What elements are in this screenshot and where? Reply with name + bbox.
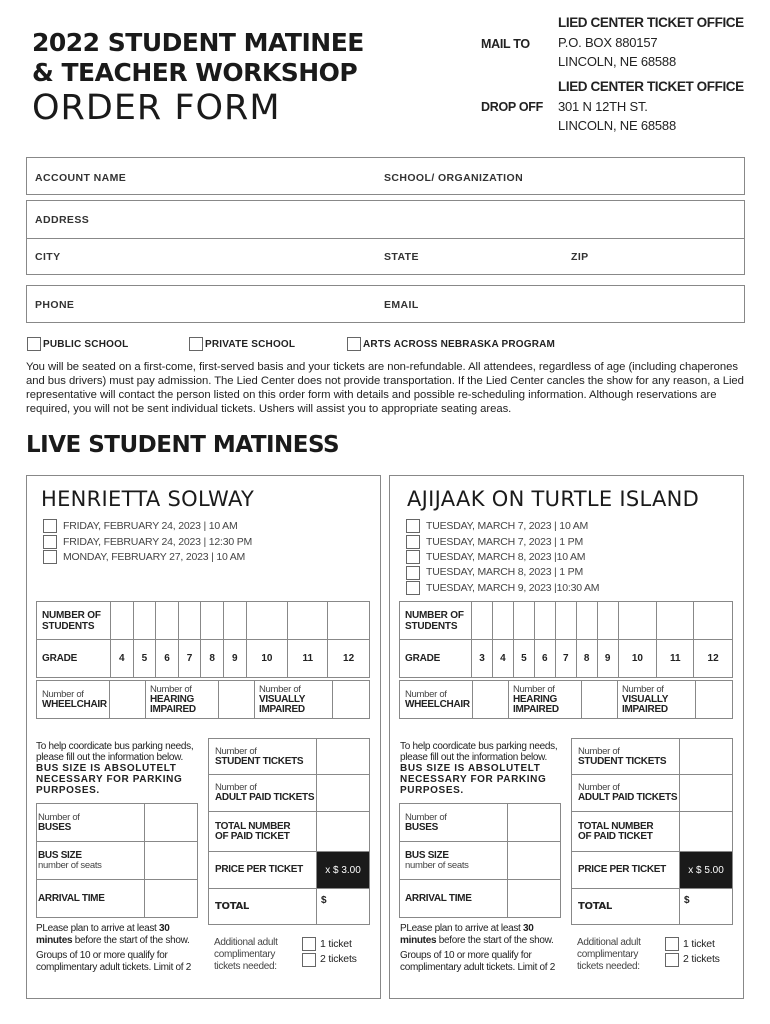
date-label: TUESDAY, MARCH 7, 2023 | 1 PM (426, 536, 584, 548)
grade-number: 9 (223, 640, 246, 678)
number-of-small: Number of (215, 745, 257, 757)
student-count-input[interactable] (178, 602, 201, 640)
date-checkbox[interactable] (43, 519, 57, 533)
grade-label: GRADE (400, 640, 472, 678)
number-of-small: Number of (622, 683, 664, 695)
student-tickets-input[interactable] (680, 739, 733, 775)
arrival-time-label: ARRIVAL TIME (38, 892, 105, 904)
arts-nebraska-label: ARTS ACROSS NEBRASKA PROGRAM (363, 339, 556, 350)
bus-warning: BUS SIZE IS ABSOLUTELT NECESSARY FOR PARKING PURPOSES. (400, 763, 547, 796)
student-count-input[interactable] (513, 602, 534, 640)
grade-number: 5 (133, 640, 156, 678)
one-ticket-label: 1 ticket (683, 938, 715, 950)
arrive-note-b: 30 minutes (400, 923, 534, 946)
bus-size-input[interactable] (145, 842, 198, 880)
mail-office: LIED CENTER TICKET OFFICE (558, 15, 744, 30)
grade-number: 3 (472, 640, 493, 678)
student-count-input[interactable] (133, 602, 156, 640)
one-ticket-checkbox[interactable] (302, 937, 316, 951)
accessibility-table (36, 680, 370, 719)
student-count-input[interactable] (492, 602, 513, 640)
student-tickets-label: STUDENT TICKETS (215, 755, 304, 767)
impaired-label: IMPAIRED (513, 703, 559, 715)
number-of-small: Number of (513, 683, 555, 695)
date-checkbox[interactable] (406, 581, 420, 595)
bus-intro (36, 741, 206, 796)
grade-number: 8 (201, 640, 224, 678)
private-school-label: PRIVATE SCHOOL (205, 339, 296, 350)
additional-adult-note: Additional adult complimentary tickets needed: (214, 937, 278, 972)
number-of-seats-label: number of seats (38, 859, 102, 871)
grade-number: 11 (288, 640, 328, 678)
two-tickets-label: 2 tickets (320, 953, 357, 965)
hearing-input[interactable] (582, 681, 618, 719)
arrival-time-input[interactable] (508, 880, 561, 918)
visually-input[interactable] (696, 681, 733, 719)
title-line-1: 2022 STUDENT MATINEE (32, 28, 364, 57)
number-of-seats-label: number of seats (405, 859, 469, 871)
adult-tickets-label: ADULT PAID TICKETS (215, 792, 315, 803)
visually-label: VISUALLY (622, 693, 669, 705)
groups-note: Groups of 10 or more qualify for complimentary adult tickets. Limit of 2 (400, 950, 556, 973)
date-label: FRIDAY, FEBRUARY 24, 2023 | 10 AM (63, 520, 238, 532)
arrival-time-input[interactable] (145, 880, 198, 918)
total-number-label: TOTAL NUMBER (215, 820, 291, 832)
number-of-small: Number of (405, 688, 447, 700)
number-of-small: Number of (150, 683, 192, 695)
arts-nebraska-checkbox[interactable] (347, 337, 361, 351)
drop-addr-2: LINCOLN, NE 68588 (558, 118, 676, 133)
bus-size-label: BUS SIZE (38, 849, 82, 861)
title-line-2: & TEACHER WORKSHOP (32, 58, 358, 87)
grade-table (36, 601, 370, 678)
grade-label: GRADE (37, 640, 111, 678)
public-school-label: PUBLIC SCHOOL (43, 339, 129, 350)
visually-input[interactable] (333, 681, 370, 719)
date-label: FRIDAY, FEBRUARY 24, 2023 | 12:30 PM (63, 536, 253, 548)
ticket-table (208, 738, 370, 925)
student-count-input[interactable] (246, 602, 288, 640)
grade-number: 7 (555, 640, 576, 678)
bus-intro-text: To help coordicate bus parking needs, please fill out the information below. (36, 741, 194, 763)
number-of-small: Number of (578, 745, 620, 757)
arrive-note-a: PLease plan to arrive at least (36, 923, 160, 934)
ticket-table (571, 738, 733, 925)
visually-label: VISUALLY (259, 693, 306, 705)
one-ticket-label: 1 ticket (320, 938, 352, 950)
phone-field[interactable]: PHONE (35, 299, 75, 311)
bus-intro (400, 741, 570, 796)
hearing-label: HEARING (513, 693, 558, 705)
adult-tickets-input[interactable] (680, 775, 733, 812)
date-label: TUESDAY, MARCH 7, 2023 | 10 AM (426, 520, 589, 532)
student-count-input[interactable] (555, 602, 576, 640)
bus-size-label: BUS SIZE (405, 849, 449, 861)
date-checkbox[interactable] (406, 519, 420, 533)
bus-table (36, 803, 198, 918)
hearing-label: HEARING (150, 693, 195, 705)
impaired-label: IMPAIRED (150, 703, 196, 715)
section-title: LIVE STUDENT MATINESS (26, 432, 340, 458)
buses-input[interactable] (145, 804, 198, 842)
mail-addr-2: LINCOLN, NE 68588 (558, 54, 676, 69)
student-count-input[interactable] (201, 602, 224, 640)
title-line-3: ORDER FORM (32, 88, 281, 128)
drop-off-label: DROP OFF (481, 100, 543, 114)
two-tickets-checkbox[interactable] (665, 953, 679, 967)
arrive-note-a: PLease plan to arrive at least (400, 923, 524, 934)
student-count-input[interactable] (111, 602, 134, 640)
city-field[interactable]: CITY (35, 251, 61, 263)
grade-number: 4 (492, 640, 513, 678)
mail-addr-1: P.O. BOX 880157 (558, 35, 658, 50)
public-school-checkbox[interactable] (27, 337, 41, 351)
arrival-note (400, 923, 572, 947)
number-of-small: Number of (578, 782, 620, 793)
student-count-input[interactable] (534, 602, 555, 640)
student-count-input[interactable] (657, 602, 694, 640)
date-label: TUESDAY, MARCH 8, 2023 |10 AM (426, 551, 586, 563)
price-value: x $ 5.00 (680, 852, 733, 889)
number-of-small: Number of (215, 782, 257, 793)
wheelchair-input[interactable] (473, 681, 509, 719)
grade-number: 9 (597, 640, 618, 678)
additional-adult-note: Additional adult complimentary tickets needed: (577, 937, 641, 972)
total-label: TOTAL (572, 889, 680, 925)
arrive-note-c: before the start of the show. (436, 935, 554, 946)
student-count-input[interactable] (156, 602, 179, 640)
of-paid-ticket-label: OF PAID TICKET (215, 830, 290, 842)
student-count-input[interactable] (328, 602, 370, 640)
date-checkbox[interactable] (43, 535, 57, 549)
zip-field[interactable]: ZIP (571, 251, 589, 263)
grade-table (399, 601, 733, 678)
hearing-input[interactable] (219, 681, 255, 719)
number-of-small: Number of (405, 811, 447, 823)
drop-addr-1: 301 N 12TH ST. (558, 99, 648, 114)
grade-number: 6 (156, 640, 179, 678)
show-title: HENRIETTA SOLWAY (41, 487, 255, 511)
arrive-note-b: 30 minutes (36, 923, 170, 946)
date-checkbox[interactable] (406, 566, 420, 580)
email-field[interactable]: EMAIL (384, 299, 419, 311)
date-checkbox[interactable] (406, 535, 420, 549)
mail-to-label: MAIL TO (481, 37, 530, 51)
price-value: x $ 3.00 (317, 852, 370, 889)
student-count-input[interactable] (288, 602, 328, 640)
student-count-input[interactable] (223, 602, 246, 640)
arrival-time-label: ARRIVAL TIME (405, 892, 472, 904)
grade-number: 10 (246, 640, 288, 678)
date-checkbox[interactable] (406, 550, 420, 564)
arrival-note (36, 923, 208, 947)
bus-size-input[interactable] (508, 842, 561, 880)
date-label: TUESDAY, MARCH 9, 2023 |10:30 AM (426, 582, 600, 594)
price-per-ticket-label: PRICE PER TICKET (215, 864, 303, 875)
student-count-input[interactable] (618, 602, 657, 640)
two-tickets-checkbox[interactable] (302, 953, 316, 967)
grade-number: 6 (534, 640, 555, 678)
total-label: TOTAL (209, 889, 317, 925)
bus-warning: BUS SIZE IS ABSOLUTELT NECESSARY FOR PARKING PURPOSES. (36, 763, 183, 796)
groups-note: Groups of 10 or more qualify for complimentary adult tickets. Limit of 2 (36, 950, 192, 973)
date-label: MONDAY, FEBRUARY 27, 2023 | 10 AM (63, 551, 246, 563)
total-input[interactable]: $ (680, 889, 733, 925)
number-of-small: Number of (38, 811, 80, 823)
grade-number: 4 (111, 640, 134, 678)
total-number-label: TOTAL NUMBER (578, 820, 654, 832)
total-input[interactable]: $ (317, 889, 370, 925)
total-paid-input[interactable] (680, 812, 733, 852)
address-field[interactable]: ADDRESS (35, 214, 90, 226)
grade-number: 11 (657, 640, 694, 678)
price-per-ticket-label: PRICE PER TICKET (578, 864, 666, 875)
wheelchair-input[interactable] (110, 681, 146, 719)
address-divider (26, 238, 745, 239)
accessibility-table (399, 680, 733, 719)
wheelchair-label: WHEELCHAIR (42, 698, 107, 710)
bus-intro-text: To help coordicate bus parking needs, please fill out the information below. (400, 741, 558, 763)
private-school-checkbox[interactable] (189, 337, 203, 351)
account-name-field[interactable]: ACCOUNT NAME (35, 172, 127, 184)
drop-office: LIED CENTER TICKET OFFICE (558, 79, 744, 94)
wheelchair-label: WHEELCHAIR (405, 698, 470, 710)
grade-number: 8 (576, 640, 597, 678)
student-tickets-label: STUDENT TICKETS (578, 755, 667, 767)
notice-text: You will be seated on a first-come, first-served basis and your tickets are non-refundable. All attendees, regardless of age (including chaperones and bus drivers) must pay admission. The Lied Center does not provide transportation. If the Lied Center cancles the show for any reason, a Lied representative will contact the person listed on this order form with details and possible re-scheduling information. Although reservations are required, you will not be sent individual tickets. Ushers will assist you to appropriate seating areas. (26, 361, 744, 415)
students-label: STUDENTS (405, 620, 458, 632)
grade-number: 10 (618, 640, 657, 678)
buses-label: BUSES (38, 821, 71, 833)
impaired-label: IMPAIRED (622, 703, 668, 715)
state-field[interactable]: STATE (384, 251, 419, 263)
students-label: STUDENTS (42, 620, 95, 632)
of-paid-ticket-label: OF PAID TICKET (578, 830, 653, 842)
total-paid-input[interactable] (317, 812, 370, 852)
grade-number: 5 (513, 640, 534, 678)
date-checkbox[interactable] (43, 550, 57, 564)
bus-table (399, 803, 561, 918)
student-count-input[interactable] (597, 602, 618, 640)
adult-tickets-label: ADULT PAID TICKETS (578, 792, 678, 803)
buses-input[interactable] (508, 804, 561, 842)
student-count-input[interactable] (576, 602, 597, 640)
date-label: TUESDAY, MARCH 8, 2023 | 1 PM (426, 566, 584, 578)
number-of-label: NUMBER OF (405, 609, 464, 621)
number-of-label: NUMBER OF (42, 609, 101, 621)
arrive-note-c: before the start of the show. (72, 935, 190, 946)
number-of-small: Number of (259, 683, 301, 695)
number-of-small: Number of (42, 688, 84, 700)
grade-number: 12 (694, 640, 733, 678)
grade-number: 12 (328, 640, 370, 678)
show-title: AJIJAAK ON TURTLE ISLAND (407, 487, 700, 511)
two-tickets-label: 2 tickets (683, 953, 720, 965)
one-ticket-checkbox[interactable] (665, 937, 679, 951)
student-tickets-input[interactable] (317, 739, 370, 775)
buses-label: BUSES (405, 821, 438, 833)
grade-number: 7 (178, 640, 201, 678)
adult-tickets-input[interactable] (317, 775, 370, 812)
student-count-input[interactable] (472, 602, 493, 640)
impaired-label: IMPAIRED (259, 703, 305, 715)
school-field[interactable]: SCHOOL/ ORGANIZATION (384, 172, 524, 184)
student-count-input[interactable] (694, 602, 733, 640)
